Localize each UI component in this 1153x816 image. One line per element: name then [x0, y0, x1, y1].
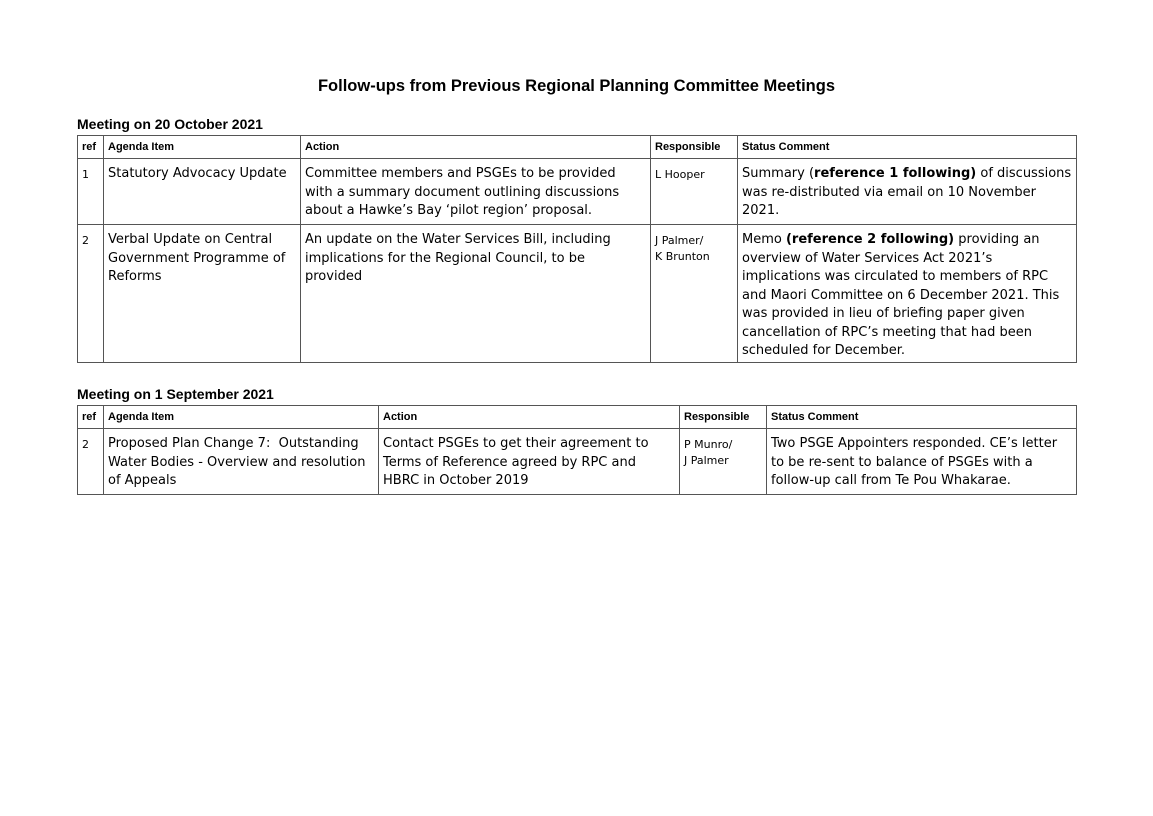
responsible-name: L Hooper — [655, 168, 705, 181]
followups-table-2 — [77, 405, 1077, 495]
table-header-row — [78, 406, 1077, 429]
status-reference: reference 1 following) — [814, 166, 977, 181]
cell-responsible — [680, 429, 767, 495]
header-agenda-item: Agenda Item — [104, 406, 379, 429]
table-header-row — [78, 136, 1077, 159]
responsible-name: K Brunton — [655, 250, 710, 263]
table-row — [78, 159, 1077, 225]
status-text: Memo — [742, 232, 786, 247]
header-status-comment: Status Comment — [738, 136, 1077, 159]
cell-agenda-item: Verbal Update on Central Government Programme of Reforms — [104, 225, 301, 363]
cell-agenda-item: Statutory Advocacy Update — [104, 159, 301, 225]
table-row — [78, 225, 1077, 363]
cell-ref: 2 — [78, 429, 104, 495]
responsible-name: P Munro/ — [684, 438, 733, 451]
header-action: Action — [301, 136, 651, 159]
meeting-heading-1: Meeting on 20 October 2021 — [77, 116, 263, 132]
cell-status-comment — [738, 225, 1077, 363]
header-ref: ref — [78, 136, 104, 159]
responsible-name: J Palmer/ — [655, 234, 704, 247]
cell-action: Contact PSGEs to get their agreement to Terms of Reference agreed by RPC and HBRC in October 2019 — [379, 429, 680, 495]
cell-responsible — [651, 159, 738, 225]
cell-ref: 1 — [78, 159, 104, 225]
status-text: providing an overview of Water Services Act 2021’s implications was circulated to members of RPC and Maori Committee on 6 December 2021. This was provided in lieu of briefing paper given cancellation of RPC’s meeting that had been scheduled for December. — [742, 232, 1060, 358]
status-reference: (reference 2 following) — [785, 232, 955, 247]
page-title: Follow-ups from Previous Regional Planning Committee Meetings — [317, 77, 836, 95]
cell-ref: 2 — [78, 225, 104, 363]
meeting-heading-2: Meeting on 1 September 2021 — [77, 386, 274, 402]
header-responsible: Responsible — [680, 406, 767, 429]
cell-responsible — [651, 225, 738, 363]
status-text: Summary ( — [742, 166, 815, 181]
cell-action: An update on the Water Services Bill, including implications for the Regional Council, to be provided — [301, 225, 651, 363]
header-responsible: Responsible — [651, 136, 738, 159]
responsible-name: J Palmer — [684, 454, 729, 467]
followups-table-1 — [77, 135, 1077, 363]
cell-status-comment: Two PSGE Appointers responded. CE’s letter to be re-sent to balance of PSGEs with a follow-up call from Te Pou Whakarae. — [767, 429, 1077, 495]
cell-action: Committee members and PSGEs to be provided with a summary document outlining discussions about a Hawke’s Bay ‘pilot region’ proposal. — [301, 159, 651, 225]
status-text: of discussions was re-distributed via email on 10 November 2021. — [742, 166, 1072, 218]
header-status-comment: Status Comment — [767, 406, 1077, 429]
header-action: Action — [379, 406, 680, 429]
header-agenda-item: Agenda Item — [104, 136, 301, 159]
cell-status-comment — [738, 159, 1077, 225]
header-ref: ref — [78, 406, 104, 429]
table-row — [78, 429, 1077, 495]
cell-agenda-item: Proposed Plan Change 7: Outstanding Water Bodies - Overview and resolution of Appeals — [104, 429, 379, 495]
